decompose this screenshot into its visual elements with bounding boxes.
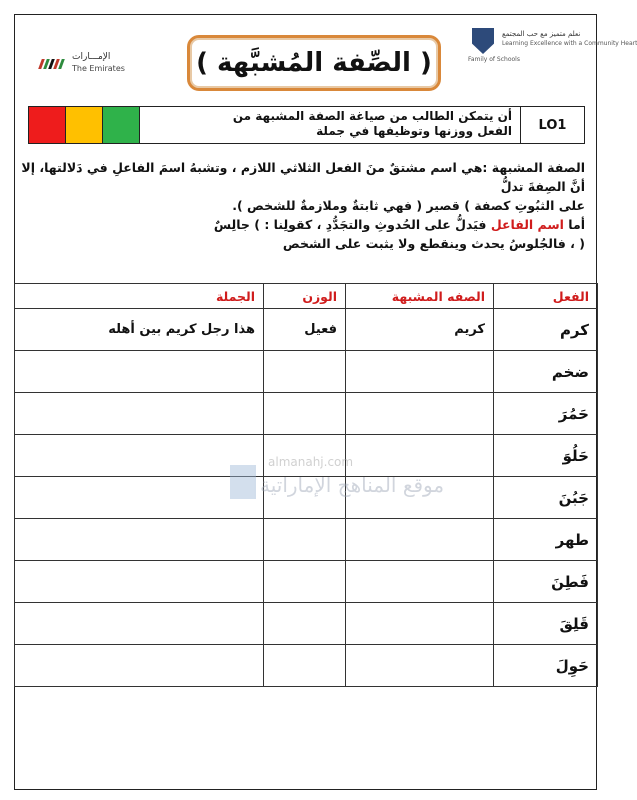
rating-yellow-box[interactable]	[66, 107, 103, 143]
school-family-label: Family of Schools	[468, 56, 520, 63]
pattern-cell[interactable]	[264, 393, 346, 435]
school-crest-icon	[472, 28, 494, 54]
definition-paragraph	[20, 158, 585, 253]
verb-cell: قَلِقَ	[494, 603, 598, 645]
school-motto-arabic: نعلم متميز مع حب المجتمع	[502, 30, 581, 38]
pattern-cell[interactable]: فعيل	[264, 309, 346, 351]
verb-cell: فَطِنَ	[494, 561, 598, 603]
verb-cell: حَمُرَ	[494, 393, 598, 435]
verb-cell: حَلُوَ	[494, 435, 598, 477]
pattern-cell[interactable]	[264, 561, 346, 603]
verb-cell: طهر	[494, 519, 598, 561]
school-logo	[468, 28, 637, 78]
sentence-cell[interactable]	[15, 603, 264, 645]
title-box	[187, 35, 441, 91]
definition-line-3	[20, 215, 585, 234]
verb-cell: ضخم	[494, 351, 598, 393]
uae-flag-icon	[40, 59, 68, 69]
adjective-cell[interactable]	[346, 393, 494, 435]
table-row	[15, 309, 598, 351]
objective-text: أن يتمكن الطالب من صياغة الصفة المشبهة من الفعل ووزنها وتوظيفها في جملة	[232, 109, 512, 138]
verb-cell: حَوِلَ	[494, 645, 598, 687]
adjective-cell[interactable]	[346, 561, 494, 603]
header-adjective: الصفه المشبهة	[346, 284, 494, 309]
page-title: ( الصِّفة المُشبَّهة )	[196, 48, 432, 78]
table-row	[15, 351, 598, 393]
definition-highlight: اسم الفاعل	[490, 217, 564, 232]
adjective-cell[interactable]	[346, 351, 494, 393]
table-row	[15, 603, 598, 645]
school-motto-english: Learning Excellence with a Community Heart	[502, 40, 637, 47]
pattern-cell[interactable]	[264, 351, 346, 393]
header-pattern: الوزن	[264, 284, 346, 309]
pattern-cell[interactable]	[264, 645, 346, 687]
adjective-cell[interactable]	[346, 645, 494, 687]
rating-red-box[interactable]	[29, 107, 66, 143]
table-row	[15, 393, 598, 435]
sentence-cell[interactable]	[15, 519, 264, 561]
verb-cell: جَبُنَ	[494, 477, 598, 519]
table-row	[15, 561, 598, 603]
watermark-logo-icon	[230, 465, 256, 499]
verb-cell: كرم	[494, 309, 598, 351]
learning-objective-row	[28, 106, 585, 144]
table-row	[15, 645, 598, 687]
definition-line-2: على الثبُوتِ كصفة ) قصير ( فهي ثابتةٌ وملازمةٌ للشخص ).	[232, 198, 585, 213]
uae-logo-arabic: الإمـــارات	[72, 52, 111, 62]
watermark-url: almanahj.com	[268, 455, 354, 469]
sentence-cell[interactable]	[15, 477, 264, 519]
definition-line-1: الصفة المشبهة :هي اسم مشتقٌ منَ الفعل الثلاثي اللازم ، وتشبهُ اسمَ الفاعلِ في دَلالتها، إلا أنَّ الصِفةَ تدلُّ	[21, 160, 585, 194]
header-sentence: الجملة	[15, 284, 264, 309]
sentence-cell[interactable]: هذا رجل كريم بين أهله	[15, 309, 264, 351]
sentence-cell[interactable]	[15, 645, 264, 687]
definition-line-3-prefix: أما	[568, 217, 585, 232]
watermark-arabic: موقع المناهج الإماراتية	[260, 473, 445, 497]
definition-line-4: ( ، فالجُلوسُ يحدث وينقطع ولا يثبت على الشخص	[282, 236, 585, 251]
header-verb: الفعل	[494, 284, 598, 309]
adjective-cell[interactable]	[346, 603, 494, 645]
sentence-cell[interactable]	[15, 393, 264, 435]
rating-green-box[interactable]	[103, 107, 140, 143]
pattern-cell[interactable]	[264, 603, 346, 645]
sentence-cell[interactable]	[15, 351, 264, 393]
uae-logo	[40, 50, 140, 78]
table-header-row	[15, 284, 598, 309]
uae-logo-english: The Emirates	[72, 64, 125, 73]
sentence-cell[interactable]	[15, 435, 264, 477]
adjective-cell[interactable]: كريم	[346, 309, 494, 351]
watermark	[230, 455, 445, 535]
objective-code: LO1	[520, 107, 584, 143]
definition-line-3-rest: فيَدلُّ على الحُدوثِ والتجَدُّدِ ، كقولِنا : ) جالِسٌ	[213, 217, 487, 232]
sentence-cell[interactable]	[15, 561, 264, 603]
